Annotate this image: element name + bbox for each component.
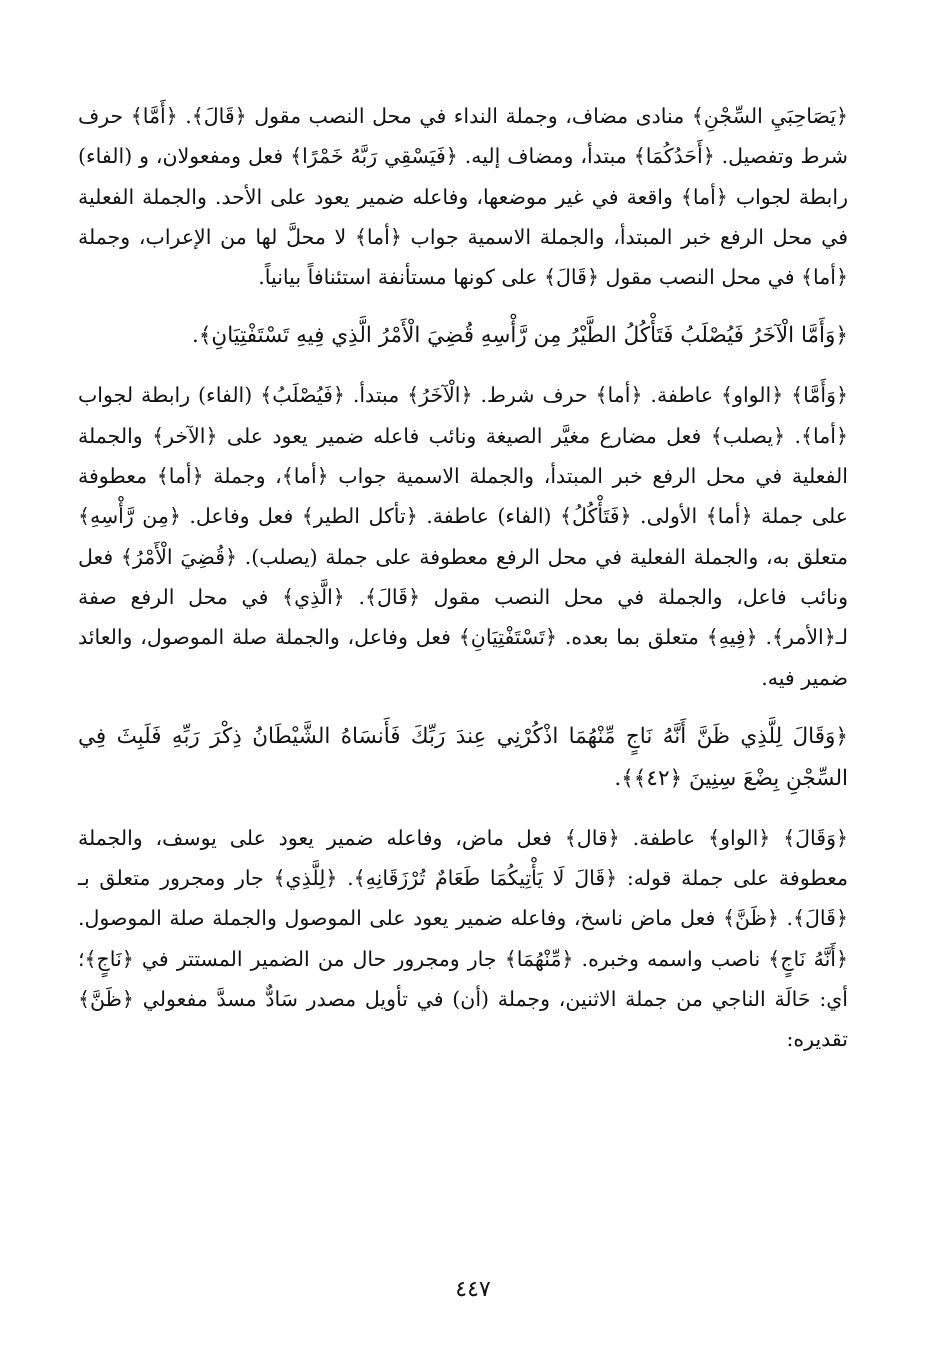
- quran-verse-2: ﴿وَقَالَ لِلَّذِي ظَنَّ أَنَّهُ نَاجٍ مِّنْهُمَا اذْكُرْنِي عِندَ رَبِّكَ فَأَنسَاهُ الشَّيْطَانُ ذِكْرَ رَبِّهِ فَلَبِثَ فِي السِّجْنِ بِضْعَ سِنِينَ ﴿٤٢﴾﴾.: [78, 723, 848, 791]
- commentary-paragraph-3: ﴿وَقَالَ﴾ ﴿الواو﴾ عاطفة. ﴿قال﴾ فعل ماض، وفاعله ضمير يعود على يوسف، والجملة معطوفة على جملة قوله: ﴿قَالَ لَا يَأْتِيكُمَا طَعَامٌ تُرْزَقَانِهِ﴾. ﴿لِلَّذِي﴾ جار ومجرور متعلق بـ ﴿قَالَ﴾. ﴿ظَنَّ﴾ فعل ماض ناسخ، وفاعله ضمير يعود على الموصول والجملة صلة الموصول. ﴿أَنَّهُ نَاجٍ﴾ ناصب واسمه وخبره. ﴿مِّنْهُمَا﴾ جار ومجرور حال من الضمير المستتر في ﴿نَاجٍ﴾؛ أي: حَالَة الناجي من جملة الاثنين، وجملة (أن) في تأويل مصدر سَادٌّ مسدَّ مفعولي ﴿ظَنَّ﴾ تقديره:: [78, 825, 848, 1052]
- commentary-paragraph-2: ﴿وَأَمَّا﴾ ﴿الواو﴾ عاطفة. ﴿أما﴾ حرف شرط. ﴿الْآخَرُ﴾ مبتدأ. ﴿فَيُصْلَبُ﴾ (الفاء) رابطة لجواب ﴿أما﴾. ﴿يصلب﴾ فعل مضارع مغيَّر الصيغة ونائب فاعله ضمير يعود على ﴿الآخر﴾ والجملة الفعلية في محل الرفع خبر المبتدأ، والجملة الاسمية جواب ﴿أما﴾، وجملة ﴿أما﴾ معطوفة على جملة ﴿أما﴾ الأولى. ﴿فَتَأْكُلُ﴾ (الفاء) عاطفة. ﴿تأكل الطير﴾ فعل وفاعل. ﴿مِن رَّأْسِهِ﴾ متعلق به، والجملة الفعلية في محل الرفع معطوفة على جملة (يصلب). ﴿قُضِيَ الْأَمْرُ﴾ فعل ونائب فاعل، والجملة في محل النصب مقول ﴿قَالَ﴾. ﴿الَّذِي﴾ في محل الرفع صفة لـ﴿الأمر﴾. ﴿فِيهِ﴾ متعلق بما بعده. ﴿تَسْتَفْتِيَانِ﴾ فعل وفاعل، والجملة صلة الموصول، والعائد ضمير فيه.: [78, 383, 848, 690]
- commentary-paragraph-1: ﴿يَصَاحِبَيِ السِّجْنِ﴾ منادى مضاف، وجملة النداء في محل النصب مقول ﴿قَالَ﴾. ﴿أَمَّا﴾ حرف شرط وتفصيل. ﴿أَحَدُكُمَا﴾ مبتدأ، ومضاف إليه. ﴿فَيَسْقِي رَبَّهُ خَمْرًا﴾ فعل ومفعولان، و (الفاء) رابطة لجواب ﴿أما﴾ واقعة في غير موضعها، وفاعله ضمير يعود على الأحد. والجملة الفعلية في محل الرفع خبر المبتدأ، والجملة الاسمية جواب ﴿أما﴾ لا محلَّ لها من الإعراب، وجملة ﴿أما﴾ في محل النصب مقول ﴿قَالَ﴾ على كونها مستأنفة استئنافاً بيانياً.: [78, 104, 848, 290]
- page-number: ٤٤٧: [455, 1277, 491, 1302]
- page-body: [78, 96, 848, 1060]
- quran-verse-1: ﴿وَأَمَّا الْآخَرُ فَيُصْلَبُ فَتَأْكُلُ الطَّيْرُ مِن رَّأْسِهِ قُضِيَ الْأَمْرُ الَّذِي فِيهِ تَسْتَفْتِيَانِ﴾.: [191, 323, 848, 349]
